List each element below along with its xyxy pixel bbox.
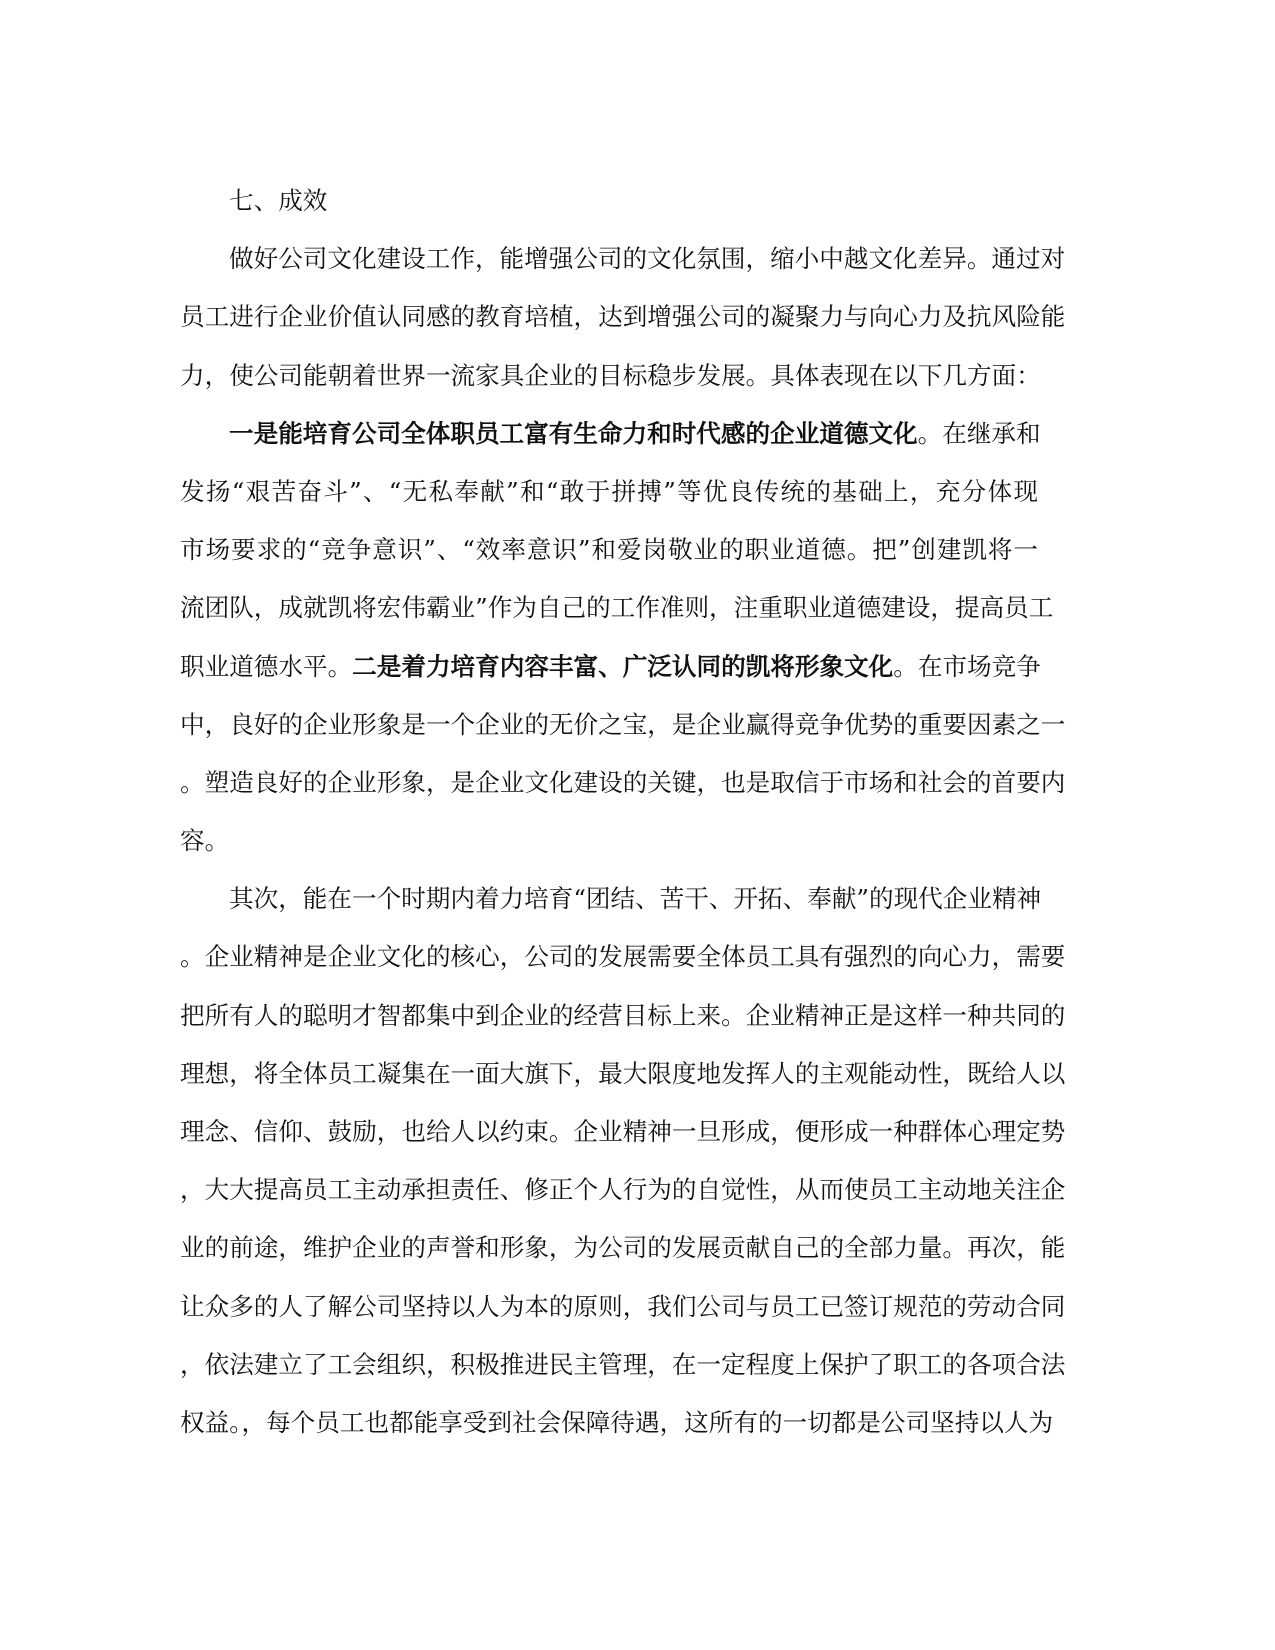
paragraph-3-line: 理念、信仰、鼓励，也给人以约束。企业精神一旦形成，便形成一种群体心理定势: [180, 1117, 1066, 1146]
paragraph-2-line: 发扬“艰苦奋斗”、“无私奉献”和“敢于拼搏”等优良传统的基础上，充分体现: [180, 476, 1038, 506]
paragraph-2-line: [180, 638, 1041, 696]
paragraph-2-line: 中，良好的企业形象是一个企业的无价之宝，是企业赢得竞争优势的重要因素之一: [180, 709, 1066, 739]
point-one-bold: 一是能培育公司全体职员工富有生命力和时代感的企业道德文化: [229, 418, 918, 448]
paragraph-1-line: 做好公司文化建设工作，能增强公司的文化氛围，缩小中越文化差异。通过对: [229, 244, 1066, 274]
paragraph-3-line: 让众多的人了解公司坚持以人为本的原则，我们公司与员工已签订规范的劳动合同: [180, 1291, 1066, 1321]
paragraph-3-line: ，依法建立了工会组织，积极推进民主管理，在一定程度上保护了职工的各项合法: [180, 1349, 1066, 1379]
paragraph-2-line: 流团队，成就凯将宏伟霸业”作为自己的工作准则，注重职业道德建设，提高员工: [180, 593, 1054, 623]
paragraph-3-line: 其次，能在一个时期内着力培育“团结、苦干、开拓、奉献”的现代企业精神: [229, 884, 1042, 914]
paragraph-2-text: 。在继承和: [917, 418, 1041, 448]
paragraph-3-line: 权益。，每个员工也都能享受到社会保障待遇，这所有的一切都是公司坚持以人为: [180, 1407, 1054, 1437]
paragraph-2-text: 职业道德水平。: [180, 651, 353, 681]
paragraph-3-line: ，大大提高员工主动承担责任、修正个人行为的自觉性，从而使员工主动地关注企: [180, 1175, 1066, 1205]
paragraph-3-line: 业的前途，维护企业的声誉和形象，为公司的发展贡献自己的全部力量。再次，能: [180, 1233, 1066, 1263]
paragraph-2-text: 。在市场竞争: [893, 651, 1041, 681]
document-body: [180, 172, 1066, 1452]
point-two-bold: 二是着力培育内容丰富、广泛认同的凯将形象文化: [352, 651, 894, 681]
paragraph-2-line: [180, 405, 1041, 463]
paragraph-2-line: 容。: [180, 826, 230, 856]
paragraph-3-line: 。企业精神是企业文化的核心，公司的发展需要全体员工具有强烈的向心力，需要: [180, 942, 1066, 972]
paragraph-2-line: 市场要求的“竞争意识”、“效率意识”和爱岗敬业的职业道德。把”创建凯将一: [180, 535, 1038, 565]
paragraph-1-line: 员工进行企业价值认同感的教育培植，达到增强公司的凝聚力与向心力及抗风险能: [180, 302, 1066, 332]
paragraph-3-line: 理想，将全体员工凝集在一面大旗下，最大限度地发挥人的主观能动性，既给人以: [180, 1058, 1066, 1088]
paragraph-2-line: 。塑造良好的企业形象，是企业文化建设的关键，也是取信于市场和社会的首要内: [180, 767, 1066, 797]
section-heading: 七、成效: [229, 186, 328, 215]
paragraph-1-line: 力，使公司能朝着世界一流家具企业的目标稳步发展。具体表现在以下几方面：: [180, 360, 1041, 390]
paragraph-3-line: 把所有人的聪明才智都集中到企业的经营目标上来。企业精神正是这样一种共同的: [180, 1000, 1066, 1030]
